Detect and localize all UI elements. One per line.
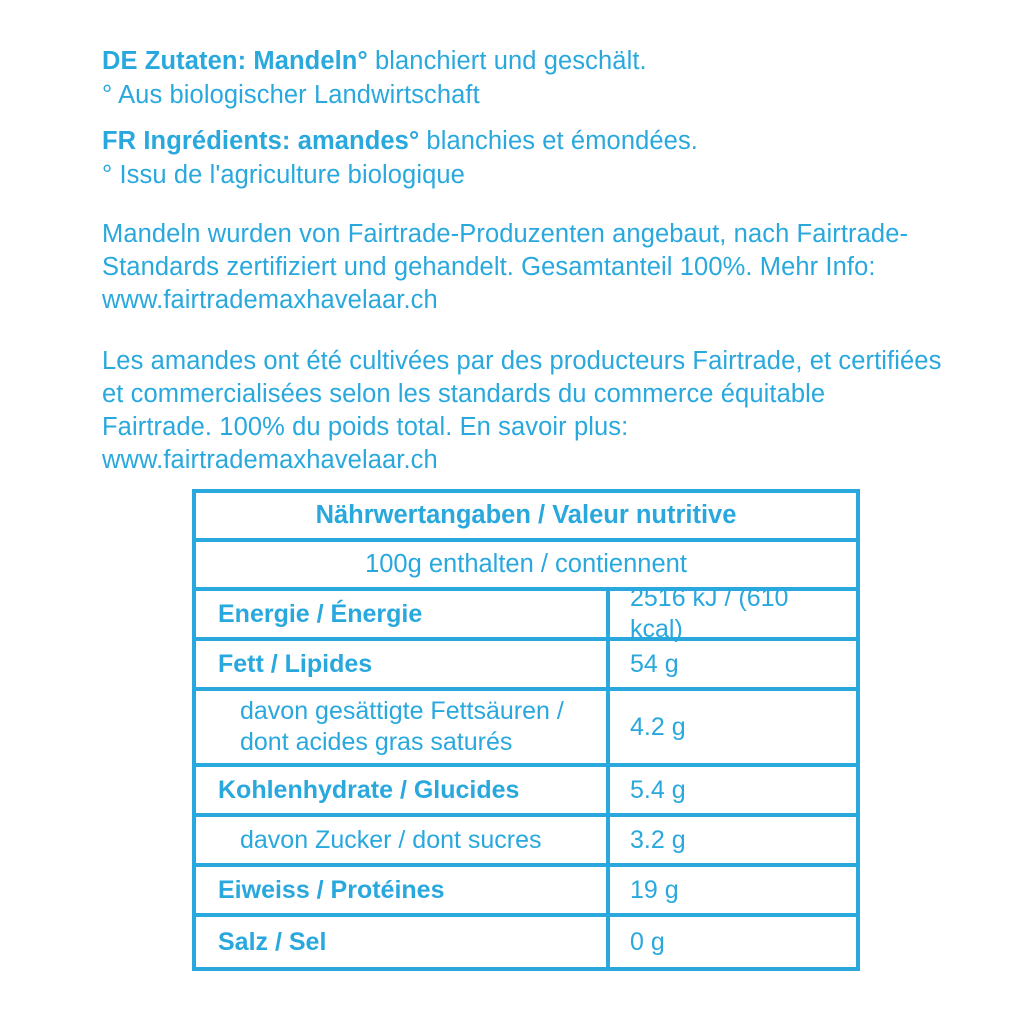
nutrition-row xyxy=(196,767,856,817)
nutrition-row-label: davon gesättigte Fettsäuren / dont acides gras saturés xyxy=(196,691,610,763)
organic-note-de: ° Aus biologischer Landwirtschaft xyxy=(102,81,480,109)
nutrition-row-value: 54 g xyxy=(630,649,679,678)
ingredients-rest-de: blanchiert und geschält. xyxy=(367,47,647,75)
nutrition-row-value: 0 g xyxy=(630,927,665,956)
ingredients-lead-fr: FR Ingrédients: amandes° xyxy=(102,127,420,155)
nutrition-row-label: Kohlenhydrate / Glucides xyxy=(196,767,610,813)
nutrition-row xyxy=(196,691,856,767)
fairtrade-paragraph-fr: Les amandes ont été cultivées par des producteurs Fairtrade, et certifiées et commercialisées selon les standards du commerce équitable Fairtrade. 100% du poids total. En savoir plus: www.fairtrademaxhavelaar.ch xyxy=(102,347,942,474)
spacer-before-fairtrade-de xyxy=(102,192,942,218)
nutrition-row-value: 3.2 g xyxy=(630,825,686,854)
nutrition-table xyxy=(192,489,860,971)
spacer-before-fairtrade-fr xyxy=(102,317,942,345)
nutrition-row xyxy=(196,584,856,643)
ingredients-line-de xyxy=(102,44,942,78)
organic-note-fr: ° Issu de l'agriculture biologique xyxy=(102,161,465,189)
nutrition-row xyxy=(196,867,856,917)
nutrition-table-title-row xyxy=(196,493,856,542)
nutrition-row-label: davon Zucker / dont sucres xyxy=(196,817,610,863)
nutrition-row-value: 2516 kJ / (610 kcal) xyxy=(630,584,789,643)
ingredients-line-fr xyxy=(102,124,942,158)
nutrition-row-label: Salz / Sel xyxy=(196,917,610,967)
ingredients-lead-de: DE Zutaten: Mandeln° xyxy=(102,47,368,75)
nutrition-row-label: Fett / Lipides xyxy=(196,641,610,687)
fairtrade-paragraph-de: Mandeln wurden von Fairtrade-Produzenten angebaut, nach Fairtrade-Standards zertifiziert und gehandelt. Gesamtanteil 100%. Mehr Info: www.fairtrademaxhavelaar.ch xyxy=(102,220,909,314)
ingredients-text-block xyxy=(102,44,942,477)
nutrition-row xyxy=(196,641,856,691)
ingredients-rest-fr: blanchies et émondées. xyxy=(419,127,698,155)
nutrition-row xyxy=(196,817,856,867)
nutrition-table-title: Nährwertangaben / Valeur nutritive xyxy=(315,500,737,529)
nutrition-rows-container xyxy=(196,584,856,967)
nutrition-row xyxy=(196,917,856,967)
nutrition-serving-label: 100g enthalten / contiennent xyxy=(365,549,687,578)
nutrition-row-value: 4.2 g xyxy=(630,712,686,741)
nutrition-row-label: Energie / Énergie xyxy=(196,591,610,637)
nutrition-row-label: Eiweiss / Protéines xyxy=(196,867,610,913)
spacer-de-fr xyxy=(102,112,942,124)
nutrition-row-value: 19 g xyxy=(630,875,679,904)
nutrition-row-value: 5.4 g xyxy=(630,775,686,804)
